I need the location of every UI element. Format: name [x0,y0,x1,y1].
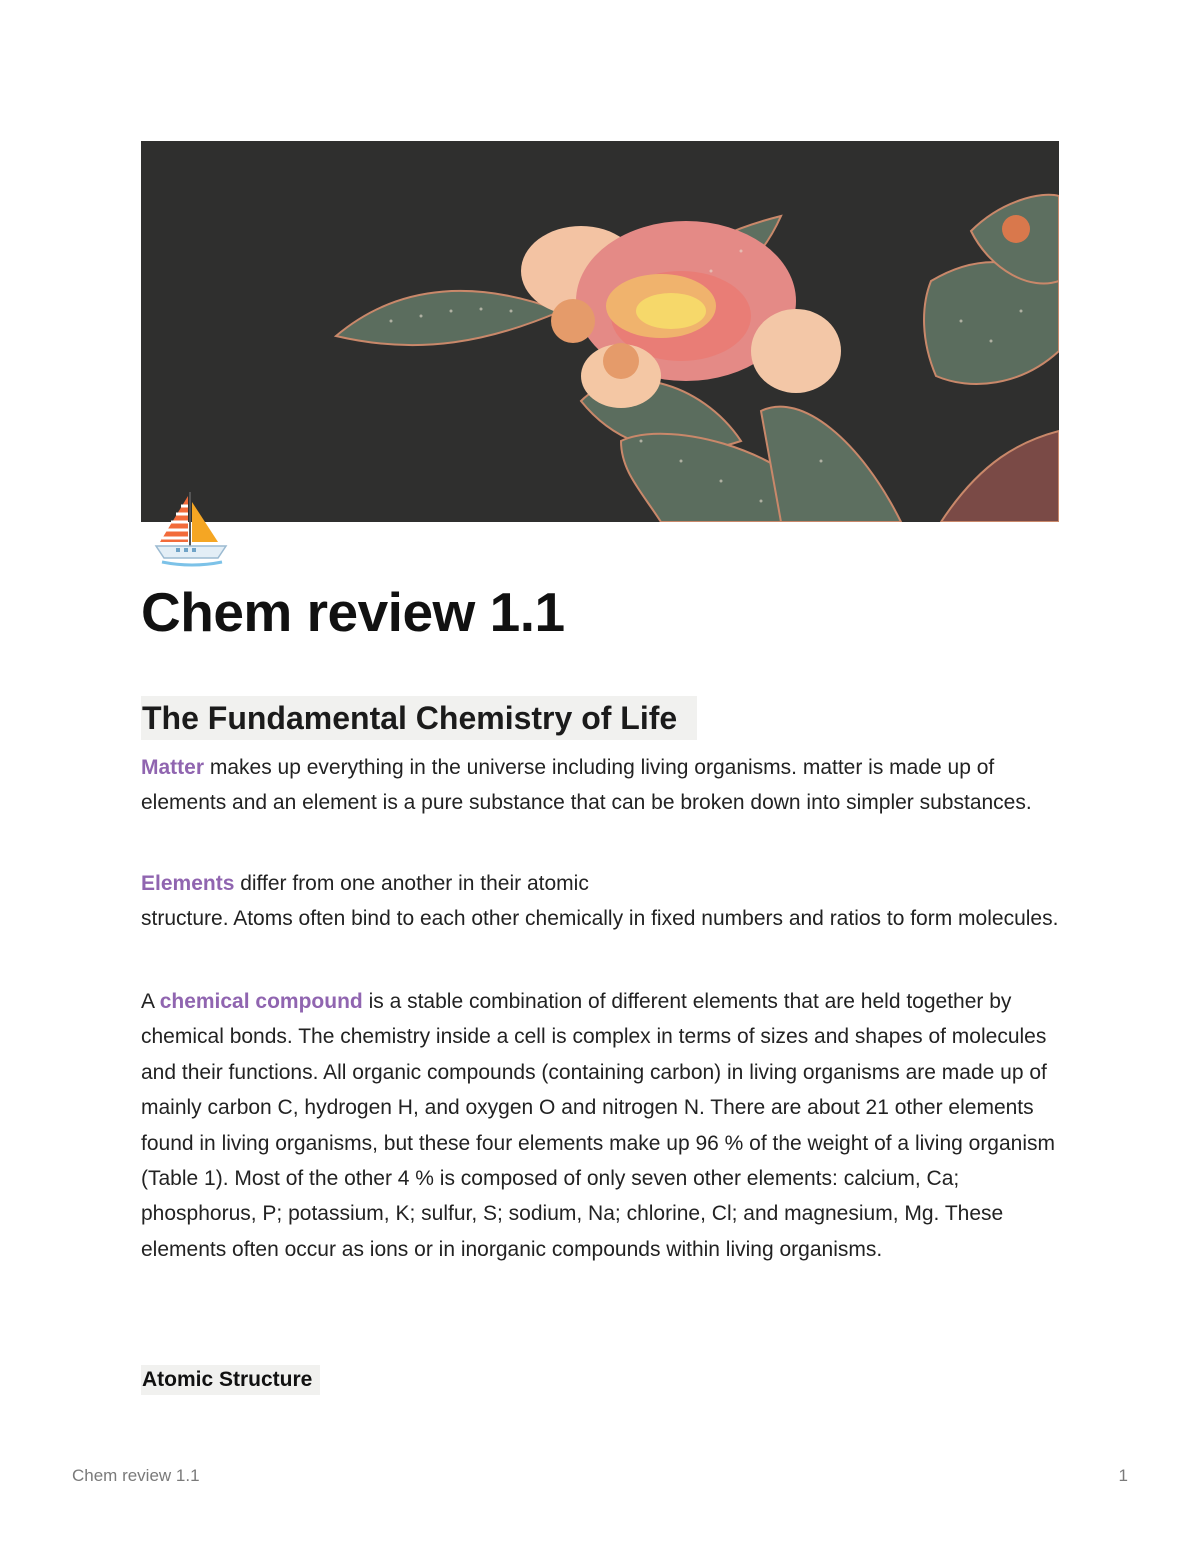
paragraph-text: structure. Atoms often bind to each other chemically in fixed numbers and ratios to form molecules. [141,907,1059,931]
term-elements: Elements [141,872,235,895]
camellia-flower-illustration [141,141,1059,522]
cover-image [141,141,1059,522]
term-matter: Matter [141,756,205,779]
paragraph-matter [141,750,1061,821]
sailboat-icon[interactable] [152,484,232,568]
subheading-atomic-structure: Atomic Structure [141,1365,320,1395]
footer-doc-title: Chem review 1.1 [72,1466,200,1485]
page-title: Chem review 1.1 [141,581,565,643]
paragraph-text: differ from one another in their atomic [234,872,589,895]
paragraph-text: A [141,990,160,1013]
paragraph-elements [141,866,1061,937]
footer-page-number: 1 [1118,1466,1128,1485]
section-heading: The Fundamental Chemistry of Life [141,696,697,740]
paragraph-chemical-compound [141,984,1061,1267]
paragraph-text: makes up everything in the universe including living organisms. matter is made up of elements and an element is a pure substance that can be broken down into simpler substances. [141,756,1032,815]
term-chemical-compound: chemical compound [159,990,363,1013]
paragraph-text: is a stable combination of different elements that are held together by chemical bonds. The chemistry inside a cell is complex in terms of sizes and shapes of molecules and their functions. All organic compounds (containing carbon) in living organisms are made up of mainly carbon C, hydrogen H, and oxygen O and nitrogen N. There are about 21 other elements found in living organisms, but these four elements make up 96 % of the weight of a living organism (Table 1). Most of the other 4 % is composed of only seven other elements: calcium, Ca; phosphorus, P; potassium, K; sulfur, S; sodium, Na; chlorine, Cl; and magnesium, Mg. These elements often occur as ions or in inorganic compounds within living organisms. [141,990,1056,1261]
